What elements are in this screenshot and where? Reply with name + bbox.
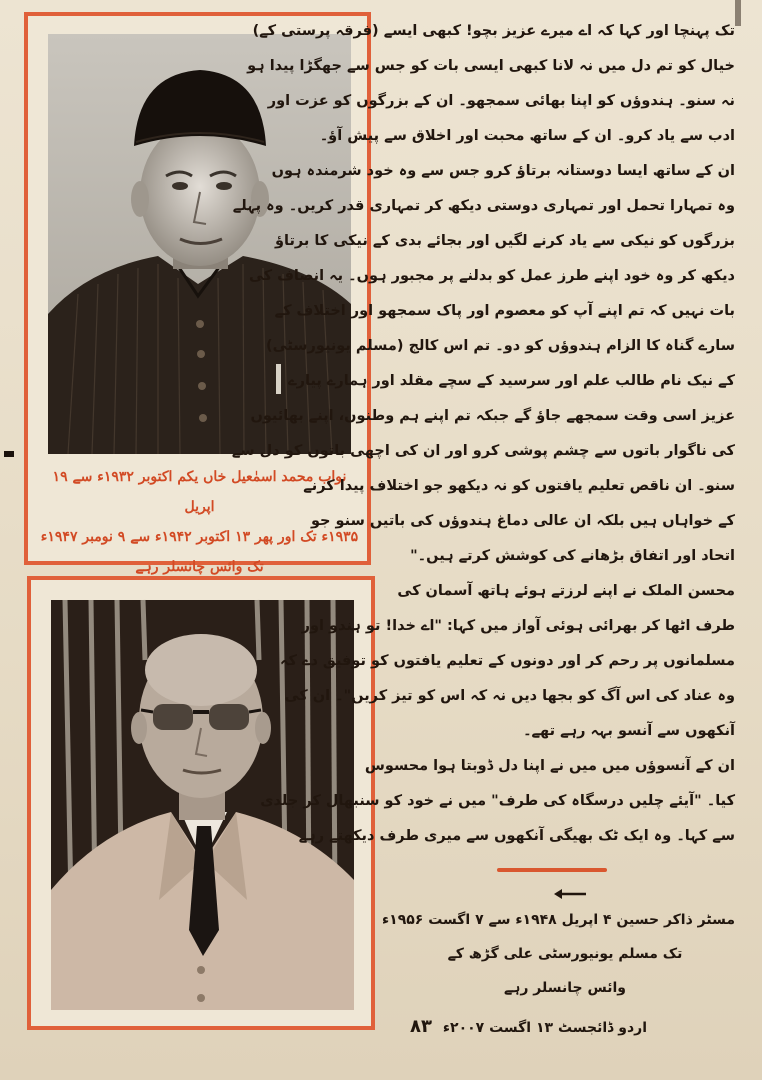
article-line: سارے گناہ کا الزام ہندوؤں کو دو۔ تم اس کالج (مسلم یونیورسٹی): [266, 338, 735, 354]
caption-line: تک مسلم یونیورسٹی علی گڑھ کے: [447, 946, 683, 962]
article-line: مسلمانوں پر رحم کر اور دونوں کے تعلیم یافتوں کو توفیق دے کہ: [279, 653, 735, 669]
article-line: نہ سنو۔ ہندوؤں کو اپنا بھائی سمجھو۔ ان کے بزرگوں کو عزت اور: [267, 93, 735, 109]
article-line: تک پہنچا اور کہا کہ اے میرے عزیز بچو! کبھی ایسے (فرقہ پرستی کے): [252, 23, 735, 39]
article-line: وہ تمہارا تحمل اور تمہاری دوستی دیکھ کر تمہاری قدر کریں۔ وہ پہلے: [232, 198, 735, 214]
caption-line: تک وائس چانسلر رہے: [135, 559, 264, 575]
page-number: ۸۳: [410, 1016, 432, 1037]
article-line: بزرگوں کو نیکی سے یاد کرنے لگیں اور بجائے بدی کے نیکی کا برتاؤ: [274, 233, 735, 249]
publication-credit: اردو ڈائجسٹ ۱۳ اگست ۲۰۰۷ء: [442, 1020, 648, 1036]
article-line: اتحاد اور اتفاق بڑھانے کی کوشش کرتے ہیں۔": [410, 548, 735, 564]
caption-line: ۱۹۳۵ء تک اور پھر ۱۳ اکتوبر ۱۹۴۲ء سے ۹ نومبر ۱۹۴۷ء: [40, 529, 359, 545]
page-footer: [410, 1016, 730, 1037]
article-line: عزیز اسی وقت سمجھے جاؤ گے جبکہ تم اپنے ہم وطنوں، اپنے بھائیوں: [250, 408, 735, 424]
article-line: ان کے آنسوؤں میں میں نے اپنا دل ڈوبتا ہوا محسوس: [364, 758, 735, 774]
article-line: ان کے ساتھ ایسا دوستانہ برتاؤ کرو جس سے وہ خود شرمندہ ہوں: [271, 163, 735, 179]
article-line: محسن الملک نے اپنے لرزتے ہوئے ہاتھ آسمان کی: [397, 583, 735, 599]
article-line: ادب سے یاد کرو۔ ان کے ساتھ محبت اور اخلاق سے پیش آؤ۔: [319, 128, 735, 144]
article-line: سنو۔ ان ناقص تعلیم یافتوں کو نہ دیکھو جو اختلاف پیدا کرنے: [303, 478, 735, 494]
article-line: وہ عناد کی اس آگ کو بجھا دیں نہ کہ اس کو تیز کریں"۔ ان کی: [284, 688, 735, 704]
caption-line: مسٹر ذاکر حسین ۴ اپریل ۱۹۴۸ء سے ۷ اگست ۱۹۵۶ء: [381, 912, 735, 928]
article-line: خیال کو تم دل میں نہ لانا کبھی ایسی بات کو جس سے جھگڑا پیدا ہو: [247, 58, 735, 74]
article-line: سے کہا۔ وہ ایک ٹک بھیگی آنکھوں سے میری طرف دیکھتے رہے: [298, 828, 735, 844]
article-line: کے نیک نام طالب علم اور سرسید کے سچے مقلد اور ہمارے پیارے: [288, 373, 735, 389]
article-line: کی ناگوار باتوں سے چشم پوشی کرو اور ان کی اچھی باتوں کو دل سے: [231, 443, 735, 459]
article-line: بات نہیں کہ تم اپنے آپ کو معصوم اور پاک سمجھو اور اختلاف کے: [274, 303, 735, 319]
article-line: آنکھوں سے آنسو بہہ رہے تھے۔: [523, 723, 735, 739]
article-line: دیکھ کر وہ خود اپنے طرز عمل کو بدلنے پر مجبور ہوں۔ یہ انصاف کی: [248, 268, 735, 284]
section-divider: [497, 868, 607, 872]
article-line: کے خواہاں ہیں بلکہ ان عالی دماغ ہندوؤں کی باتیں سنو جو: [310, 513, 735, 529]
article-line: طرف اٹھا کر بھرائی ہوئی آواز میں کہا: "اے خدا! تو ہندو اور: [301, 618, 735, 634]
article-line: کیا۔ "آیئے چلیں درسگاہ کی طرف" میں نے خود کو سنبھال کر جلدی: [260, 793, 735, 809]
arrow-left-icon: [553, 887, 587, 901]
scan-mark: [4, 451, 14, 457]
caption-line: نواب محمد اسمٰعیل خاں یکم اکتوبر ۱۹۳۲ء سے ۱۹ اپریل: [52, 469, 347, 515]
article-body: [231, 14, 735, 854]
page-corner-edge: [735, 0, 741, 26]
caption-line: وائس چانسلر رہے: [503, 980, 627, 996]
portrait-caption-bottom: [381, 903, 735, 1005]
